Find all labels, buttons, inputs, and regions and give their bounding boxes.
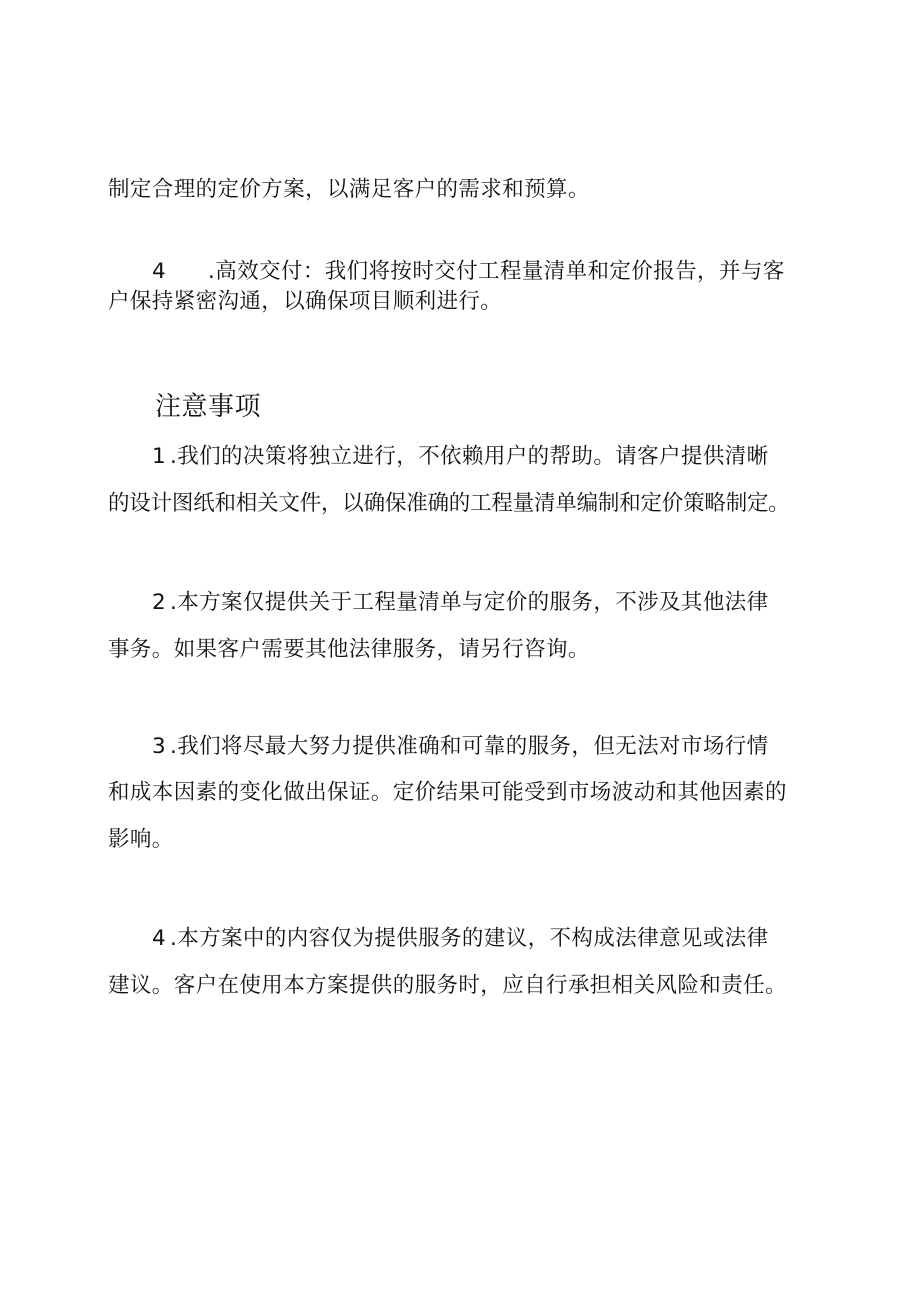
note-4-line-2: 建议。客户在使用本方案提供的服务时，应自行承担相关风险和责任。 — [108, 973, 787, 998]
note-4-number: 4 — [152, 926, 167, 951]
note-4-line-1 — [152, 925, 872, 953]
service-item-4-line-1 — [152, 258, 872, 286]
note-3-line-1 — [152, 733, 872, 761]
note-1-number: 1 — [152, 444, 167, 469]
service-item-4-text: .高效交付：我们将按时交付工程量清单和定价报告，并与客 — [208, 259, 785, 284]
service-item-4-number: 4 — [152, 259, 167, 284]
note-2-number: 2 — [152, 590, 167, 615]
service-item-4-line-2: 户保持紧密沟通，以确保项目顺利进行。 — [108, 289, 503, 314]
note-4-text: .本方案中的内容仅为提供服务的建议，不构成法律意见或法律 — [170, 926, 769, 951]
continuation-line: 制定合理的定价方案，以满足客户的需求和预算。 — [108, 177, 590, 202]
note-1-line-2: 的设计图纸和相关文件，以确保准确的工程量清单编制和定价策略制定。 — [108, 491, 790, 516]
note-2-line-1 — [152, 589, 872, 617]
note-2-line-2: 事务。如果客户需要其他法律服务，请另行咨询。 — [108, 637, 590, 662]
note-3-text: .我们将尽最大努力提供准确和可靠的服务，但无法对市场行情 — [170, 734, 769, 759]
note-3-line-2: 和成本因素的变化做出保证。定价结果可能受到市场波动和其他因素的 — [108, 780, 787, 805]
notes-heading: 注意事项 — [155, 392, 262, 422]
note-3-line-3: 影响。 — [108, 827, 174, 852]
note-1-line-1 — [152, 443, 872, 471]
note-3-number: 3 — [152, 734, 167, 759]
note-1-text: .我们的决策将独立进行，不依赖用户的帮助。请客户提供清晰 — [170, 444, 769, 469]
note-2-text: .本方案仅提供关于工程量清单与定价的服务，不涉及其他法律 — [170, 590, 769, 615]
